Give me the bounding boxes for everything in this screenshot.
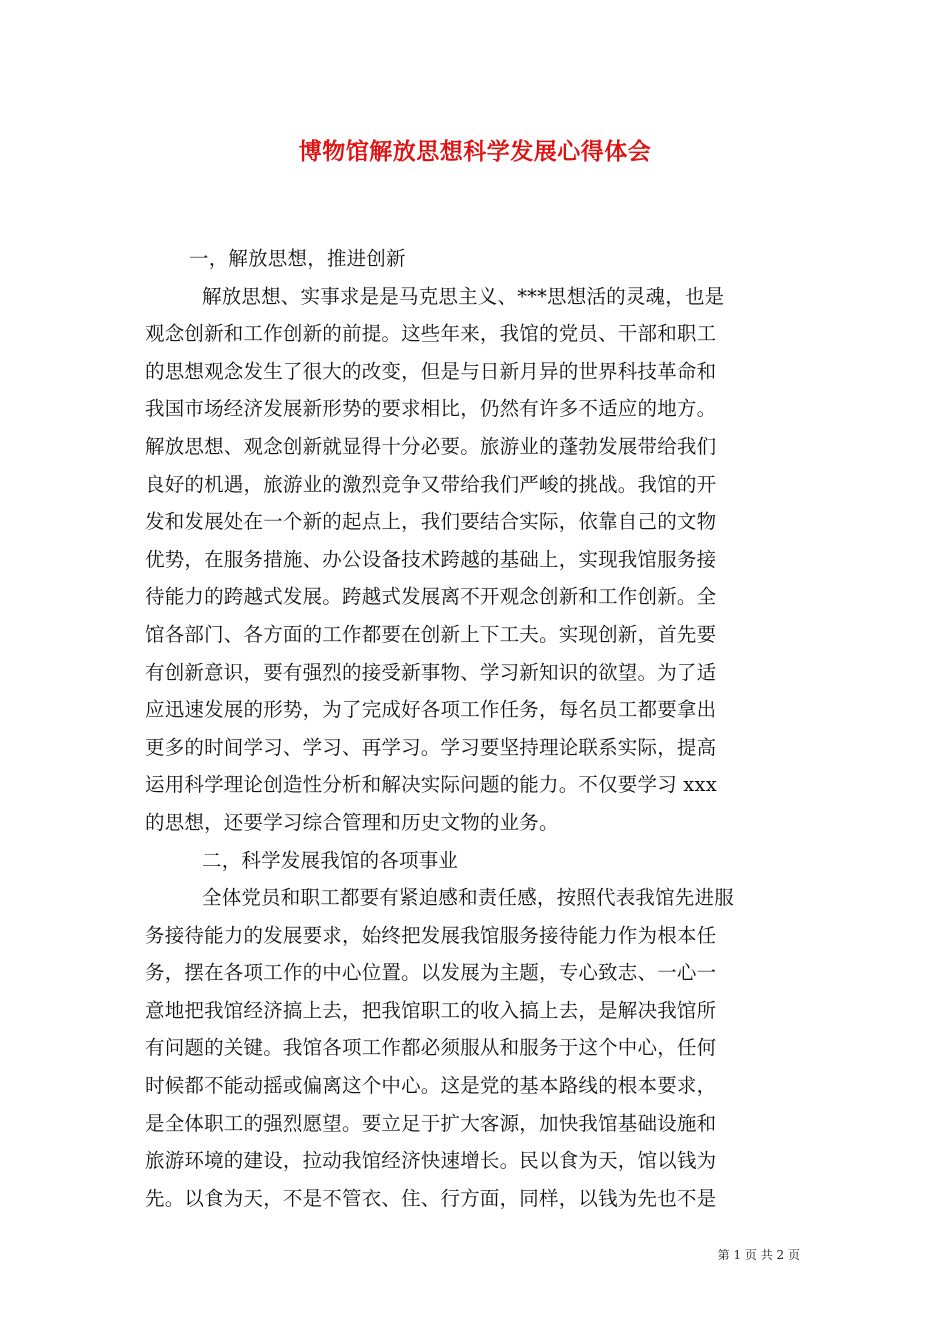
paragraph-line: 解放思想、实事求是是马克思主义、***思想活的灵魂，也是 — [202, 284, 725, 308]
paragraph-line: 有创新意识，要有强烈的接受新事物、学习新知识的欲望。为了适 — [145, 660, 717, 684]
paragraph-line: 良好的机遇，旅游业的激烈竞争又带给我们严峻的挑战。我馆的开 — [145, 472, 717, 496]
paragraph-line: 有问题的关键。我馆各项工作都必须服从和服务于这个中心，任何 — [145, 1036, 717, 1060]
paragraph-line: 旅游环境的建设，拉动我馆经济快速增长。民以食为天，馆以钱为 — [145, 1149, 717, 1173]
paragraph-line: 解放思想、观念创新就显得十分必要。旅游业的蓬勃发展带给我们 — [145, 434, 717, 458]
paragraph-line: 时候都不能动摇或偏离这个中心。这是党的基本路线的根本要求， — [145, 1074, 717, 1098]
document-body — [145, 240, 810, 1217]
paragraph-line: 待能力的跨越式发展。跨越式发展离不开观念创新和工作创新。全 — [145, 585, 717, 609]
paragraph-line: 意地把我馆经济搞上去，把我馆职工的收入搞上去，是解决我馆所 — [145, 998, 717, 1022]
paragraph-line: 优势，在服务措施、办公设备技术跨越的基础上，实现我馆服务接 — [145, 547, 717, 571]
paragraph-line: 更多的时间学习、学习、再学习。学习要坚持理论联系实际，提高 — [145, 735, 717, 759]
paragraph-line: 先。以食为天，不是不管衣、住、行方面，同样，以钱为先也不是 — [145, 1186, 717, 1210]
paragraph-line: 的思想，还要学习综合管理和历史文物的业务。 — [145, 810, 559, 834]
paragraph-line: 务，摆在各项工作的中心位置。以发展为主题，专心致志、一心一 — [145, 961, 717, 985]
document-title: 博物馆解放思想科学发展心得体会 — [298, 138, 652, 165]
paragraph-line: 务接待能力的发展要求，始终把发展我馆服务接待能力作为根本任 — [145, 923, 717, 947]
paragraph-line: 我国市场经济发展新形势的要求相比，仍然有许多不适应的地方。 — [145, 397, 717, 421]
paragraph-line: 应迅速发展的形势，为了完成好各项工作任务，每名员工都要拿出 — [145, 698, 717, 722]
section-heading-1: 一，解放思想，推进创新 — [189, 247, 406, 270]
page-number: 第 1 页 共 2 页 — [717, 1248, 800, 1262]
paragraph-line: 发和发展处在一个新的起点上，我们要结合实际，依靠自己的文物 — [145, 510, 717, 534]
paragraph-line: 的思想观念发生了很大的改变，但是与日新月异的世界科技革命和 — [145, 359, 717, 383]
paragraph-line: 观念创新和工作创新的前提。这些年来，我馆的党员、干部和职工 — [145, 322, 717, 346]
paragraph-line: 馆各部门、各方面的工作都要在创新上下工夫。实现创新，首先要 — [145, 622, 717, 646]
paragraph-line: 是全体职工的强烈愿望。要立足于扩大客源，加快我馆基础设施和 — [145, 1111, 717, 1135]
paragraph-line: 运用科学理论创造性分析和解决实际问题的能力。不仅要学习 xxx — [145, 773, 717, 797]
section-heading-2: 二，科学发展我馆的各项事业 — [202, 848, 459, 872]
paragraph-line: 全体党员和职工都要有紧迫感和责任感，按照代表我馆先进服 — [202, 886, 734, 910]
